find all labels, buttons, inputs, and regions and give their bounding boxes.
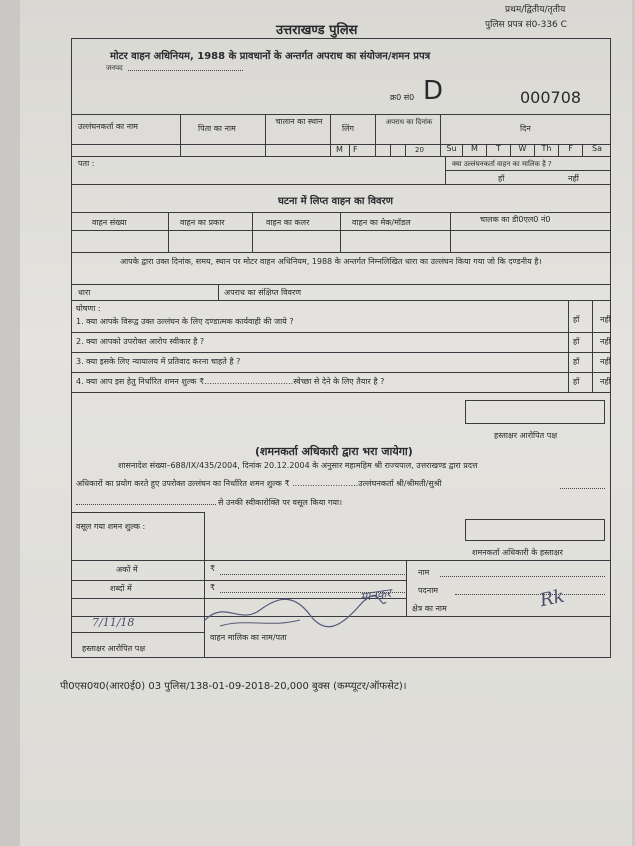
- address-label: पता :: [78, 159, 95, 168]
- rule: [71, 332, 611, 333]
- form-page: [20, 0, 632, 846]
- day-sa[interactable]: Sa: [582, 144, 611, 156]
- bottom-accused-signature: हस्ताक्षर आरोपित पक्ष: [82, 644, 146, 653]
- district-label: जनपद: [106, 64, 123, 72]
- year-prefix: 20: [415, 146, 424, 154]
- q1-no[interactable]: नहीं: [600, 315, 611, 324]
- col-divider: [349, 144, 350, 156]
- rule: [71, 184, 611, 185]
- officer-text-line1: शासनादेश संख्या–688/IX/435/2004, दिनांक 20.12.2004 के अनुसार महामहिम श्री राज्यपाल, उत्तराखण्ड द्वारा प्रदत्त: [118, 461, 478, 470]
- header-challan-place: चालान का स्थान: [275, 117, 323, 126]
- day-th[interactable]: Th: [534, 144, 558, 156]
- copy-options: प्रथम/द्वितीय/तृतीय: [505, 5, 566, 15]
- header-day: दिन: [520, 124, 531, 133]
- rule: [71, 284, 611, 285]
- header-offender-name: उल्लंघनकर्ता का नाम: [78, 122, 138, 131]
- rule: [71, 560, 611, 561]
- col-divider: [568, 300, 569, 392]
- day-t[interactable]: T: [486, 144, 510, 156]
- rule: [71, 252, 611, 253]
- owner-yes[interactable]: हॉ: [498, 174, 505, 183]
- rule: [71, 632, 204, 633]
- rule: [71, 580, 406, 581]
- words-rupee: ₹: [210, 583, 216, 592]
- header-vehicle-color: वाहन का कलर: [266, 218, 310, 227]
- in-words-label: शब्दों में: [110, 584, 132, 593]
- header-driver-license: चालक का डी0एल0 नं0: [480, 215, 551, 224]
- col-divider: [180, 114, 181, 156]
- rule: [71, 392, 611, 393]
- fill-line: [220, 574, 405, 575]
- col-divider: [168, 212, 169, 252]
- footer-print-info: पी0एस0य0(आर0ई0) 03 पुलिस/138-01-09-2018-20,000 बुक्स (कम्प्यूटर/ऑफसेट)।: [60, 681, 407, 692]
- day-su[interactable]: Su: [440, 144, 462, 156]
- org-title: उत्तराखण्ड पुलिस: [276, 23, 358, 38]
- offence-label: अपराध का संक्षिप्त विवरण: [224, 288, 302, 297]
- col-divider: [265, 114, 266, 156]
- day-f[interactable]: F: [558, 144, 582, 156]
- col-divider: [592, 300, 593, 392]
- fill-line: [560, 488, 605, 489]
- question-1: 1. क्या आपके विरूद्व उक्त उल्लंघन के लिए दण्डात्मक कार्यवाही की जाये ?: [76, 317, 294, 326]
- col-divider: [252, 212, 253, 252]
- rule: [71, 512, 204, 513]
- accused-signature-label: हस्ताक्षर आरोपित पक्ष: [494, 431, 558, 440]
- owner-no[interactable]: नहीं: [568, 174, 579, 183]
- in-figures-label: अकों में: [116, 565, 138, 574]
- col-divider: [204, 512, 205, 658]
- owner-question: क्या उल्लंघनकर्ता वाहन का मालिक है ?: [452, 160, 552, 168]
- fill-line: [76, 504, 216, 505]
- q4-yes[interactable]: हॉ: [573, 377, 580, 386]
- rule: [71, 114, 611, 115]
- col-divider: [390, 144, 391, 156]
- serial-series: D: [423, 76, 444, 106]
- form-title: मोटर वाहन अधिनियम, 1988 के प्रावधानों के अन्तर्गत अपराध का संयोजन/शमन प्रपत्र: [110, 51, 431, 62]
- q3-no[interactable]: नहीं: [600, 357, 611, 366]
- serial-number: 000708: [520, 88, 582, 107]
- rule: [71, 300, 611, 301]
- col-divider: [405, 144, 406, 156]
- header-vehicle-type: वाहन का प्रकार: [180, 218, 225, 227]
- header-offence-date: अपराध का दिनांक: [385, 118, 433, 126]
- col-divider: [330, 114, 331, 156]
- declaration-title: घोषणा :: [76, 304, 101, 313]
- q3-yes[interactable]: हॉ: [573, 357, 580, 366]
- fill-line: [455, 594, 605, 595]
- rule: [71, 230, 611, 231]
- col-divider: [218, 284, 219, 300]
- serial-label: क्र0 सं0: [390, 93, 415, 102]
- officer-signature-box[interactable]: [465, 519, 605, 541]
- figures-rupee: ₹: [210, 564, 216, 573]
- rule: [71, 156, 611, 157]
- area-label: क्षेत्र का नाम: [412, 604, 447, 613]
- fee-label: वसूल गया शमन शुल्क :: [76, 522, 146, 531]
- gender-m[interactable]: M: [336, 145, 343, 154]
- fill-line: [440, 576, 605, 577]
- officer-signature-label: शमनकर्ता अधिकारी के हस्ताक्षर: [472, 548, 563, 557]
- col-divider: [445, 156, 446, 184]
- col-divider: [340, 212, 341, 252]
- question-3: 3. क्या इसके लिए न्यायालय में प्रतिवाद करना चाहते है ?: [76, 357, 241, 366]
- gender-f[interactable]: F: [353, 145, 358, 154]
- rule: [71, 352, 611, 353]
- q1-yes[interactable]: हॉ: [573, 315, 580, 324]
- owner-name-label: वाहन मालिक का नाम/पता: [210, 633, 287, 642]
- header-vehicle-number: वाहन संख्या: [92, 218, 127, 227]
- col-divider: [406, 560, 407, 616]
- section-label: धारा: [78, 288, 91, 297]
- district-line: [128, 70, 243, 71]
- form-code: पुलिस प्रपत्र सं0-336 C: [485, 20, 567, 30]
- vehicle-section-title: घटना में लिप्त वाहन का विवरण: [278, 196, 393, 207]
- signature-scribble: [200, 590, 390, 632]
- col-divider: [375, 114, 376, 156]
- header-gender: लिंग: [342, 124, 354, 133]
- day-w[interactable]: W: [510, 144, 534, 156]
- rule: [71, 212, 611, 213]
- officer-section-title: (शमनकर्ता अधिकारी द्वारा भरा जायेगा): [255, 445, 413, 458]
- officer-text-line2: अधिकारों का प्रयोग करते हुए उपरोक्त उल्लंघन का निर्धारित शमन शुल्क ₹ ..........................उल्लंघनकर्ता श्री/श्रीमती/सुश्री: [76, 479, 442, 488]
- rule: [71, 372, 611, 373]
- q2-yes[interactable]: हॉ: [573, 337, 580, 346]
- violation-text: आपके द्वारा उक्त दिनांक, समय, स्थान पर मोटर वाहन अधिनियम, 1988 के अन्तर्गत निम्नलिखित धारा का उल्लंघन किया गया जो कि दण्डनीय है।: [120, 257, 542, 266]
- handwritten-scrawl: मानकर: [359, 585, 392, 605]
- question-2: 2. क्या आपको उपरोक्त आरोप स्वीकार है ?: [76, 337, 205, 346]
- header-vehicle-make: वाहन का मेक/मॉडल: [352, 218, 411, 227]
- col-divider: [450, 212, 451, 252]
- rule: [445, 170, 611, 171]
- name-label: नाम: [418, 568, 430, 577]
- designation-label: पदनाम: [418, 586, 439, 595]
- q2-no[interactable]: नहीं: [600, 337, 611, 346]
- header-father-name: पिता का नाम: [198, 124, 236, 133]
- day-m[interactable]: M: [462, 144, 486, 156]
- q4-no[interactable]: नहीं: [600, 377, 611, 386]
- handwritten-date: 7/11/18: [92, 616, 135, 629]
- accused-signature-box[interactable]: [465, 400, 605, 424]
- handwritten-signature: Rk: [538, 585, 567, 612]
- question-4: 4. क्या आप इस हेतु निर्धारित शमन शुल्क ₹...................................स्वेच्छा से देने के लिए तैयार है ?: [76, 377, 385, 386]
- officer-text-line3: से उनकी स्वीकारोक्ति पर वसूल किया गया।: [218, 498, 343, 507]
